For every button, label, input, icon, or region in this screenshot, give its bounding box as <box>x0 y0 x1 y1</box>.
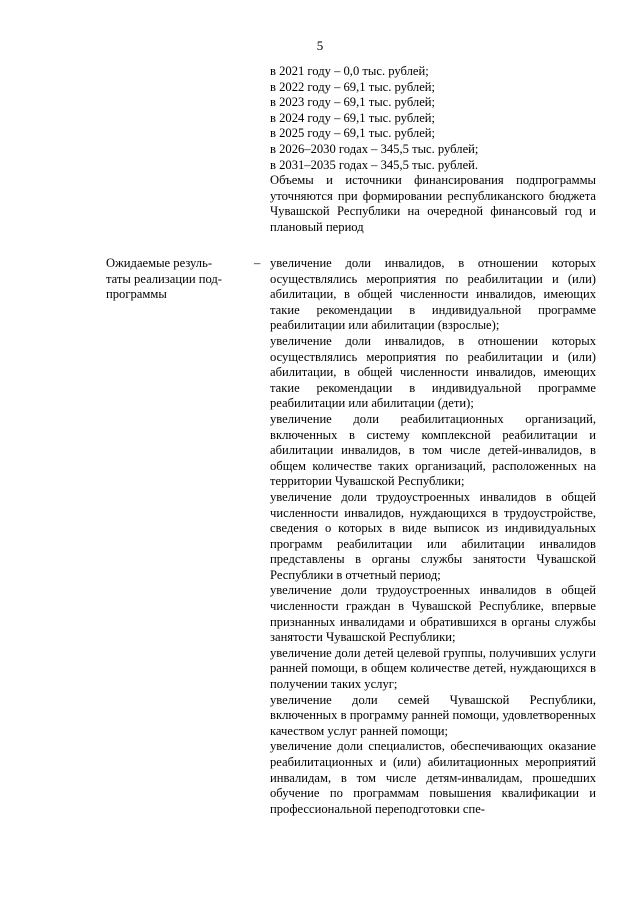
result-item: увеличение доли инвалидов, в отношении которых осуществлялись мероприятия по реабилитации и (или) абилитации, в общей численности инвалидов, имеющих такие рекомендации в индивидуальной программе реабилитации или абилитации (взрослые); <box>270 256 596 333</box>
result-item: увеличение доли специалистов, обеспечивающих оказание реабилитационных и (или) абилитационных мероприятий инвалидам, в том числе детям-инвалидам, прошедших обучение по программам повышения квалификации и профессиональной переподготовки спе- <box>270 739 596 816</box>
funding-years-2031-2035: в 2031–2035 годах – 345,5 тыс. рублей. <box>270 157 479 172</box>
result-item: увеличение доли трудоустроенных инвалидов в общей численности граждан в Чувашской Республике, впервые признанных инвалидами и обратившихся в органы службы занятости Чувашской Республики; <box>270 583 596 645</box>
page-number: 5 <box>316 38 324 53</box>
label-line: Ожидаемые резуль- <box>106 256 213 270</box>
label-line: программы <box>106 287 167 302</box>
result-item: увеличение доли детей целевой группы, получивших услуги ранней помощи, в общем количестве детей, нуждающихся в получении таких услуг; <box>270 645 596 692</box>
separator-dash: – <box>254 256 261 270</box>
label-line: таты реализации под- <box>106 271 223 286</box>
funding-year-2025: в 2025 году – 69,1 тыс. рублей; <box>270 126 436 141</box>
funding-year-2021: в 2021 году – 0,0 тыс. рублей; <box>270 64 429 78</box>
expected-results-list <box>270 256 596 817</box>
funding-year-2024: в 2024 году – 69,1 тыс. рублей; <box>270 110 436 125</box>
funding-year-2023: в 2023 году – 69,1 тыс. рублей; <box>270 95 436 110</box>
funding-year-2022: в 2022 году – 69,1 тыс. рублей; <box>270 79 436 94</box>
expected-results-label <box>106 256 244 303</box>
result-item: увеличение доли инвалидов, в отношении которых осуществлялись мероприятия по реабилитации и (или) абилитации, в общей численности инвалидов, имеющих такие рекомендации в индивидуальной программе реабилитации или абилитации (дети); <box>270 333 596 411</box>
result-item: увеличение доли реабилитационных организаций, включенных в систему комплексной реабилитации и абилитации инвалидов, в том числе детей-инвалидов, в общем количестве таких организаций, расположенных на территории Чувашской Республики; <box>270 411 596 489</box>
result-item: увеличение доли трудоустроенных инвалидов в общей численности инвалидов, нуждающихся в трудоустройстве, сведения о которых в виде выписок из индивидуальных программ реабилитации или абилитации инвалидов представлены в органы службы занятости Чувашской Республики в отчетный период; <box>270 489 596 582</box>
funding-note: Объемы и источники финансирования подпрограммы уточняются при формировании республиканского бюджета Чувашской Республики на очередной финансовый год и плановый период <box>270 173 596 234</box>
funding-years-2026-2030: в 2026–2030 годах – 345,5 тыс. рублей; <box>270 141 479 156</box>
result-item: увеличение доли семей Чувашской Республики, включенных в программу ранней помощи, удовлетворенных качеством услуг ранней помощи; <box>270 692 596 738</box>
funding-section <box>270 64 596 236</box>
